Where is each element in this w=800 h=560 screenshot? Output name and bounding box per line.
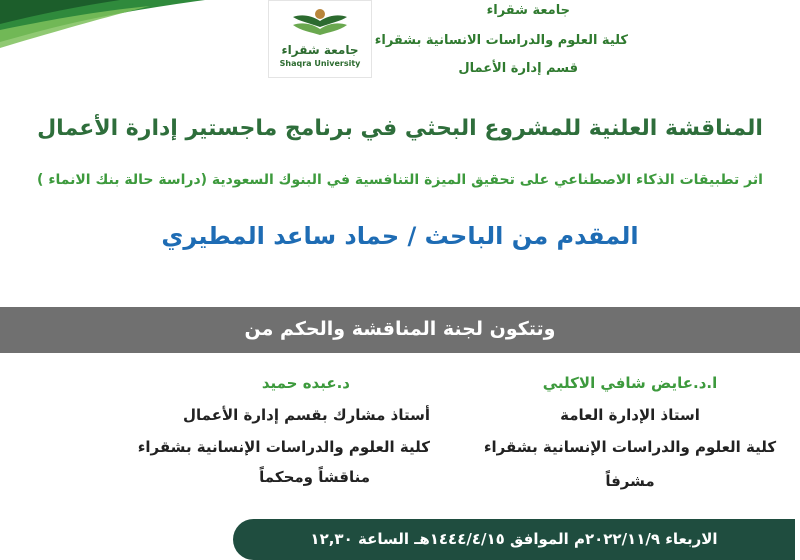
college-name: كلية العلوم والدراسات الانسانية بشقراء [374, 33, 628, 48]
logo-name-arabic: جامعة شقراء [281, 43, 359, 57]
department-name: قسم إدارة الأعمال [458, 61, 578, 76]
date-time-text: الاربعاء ٢٠٢٢/١١/٩م الموافق ١٤٤٤/٤/١٥هـ الساعة ١٢,٣٠ [310, 530, 718, 548]
presenter-line: المقدم من الباحث / حماد ساعد المطيري [161, 222, 639, 250]
university-name: جامعة شقراء [486, 3, 570, 18]
member-title: أستاذ مشارك بقسم إدارة الأعمال [183, 406, 430, 424]
main-title: المناقشة العلنية للمشروع البحثي في برنامج ماجستير إدارة الأعمال [37, 116, 763, 141]
member-role: مشرفاً [605, 472, 655, 490]
member-name: ا.د.عايض شافي الاكلبي [542, 374, 718, 392]
member-title: استاذ الإدارة العامة [560, 406, 700, 424]
member-college: كلية العلوم والدراسات الإنسانية بشقراء [483, 438, 777, 456]
committee-heading: وتتكون لجنة المناقشة والحكم من [244, 318, 556, 340]
university-logo [268, 0, 372, 78]
book-leaves-logo-icon [289, 5, 351, 43]
member-name: د.عبده حميد [261, 374, 350, 392]
corner-decoration [0, 0, 210, 60]
member-college: كلية العلوم والدراسات الإنسانية بشقراء [137, 438, 430, 456]
thesis-title: اثر تطبيقات الذكاء الاصطناعي على تحقيق الميزة التنافسية في البنوك السعودية (دراسة حالة بنك الانماء ) [37, 172, 763, 188]
member-role: مناقشاً ومحكماً [259, 468, 370, 486]
logo-name-english: Shaqra University [279, 59, 361, 68]
